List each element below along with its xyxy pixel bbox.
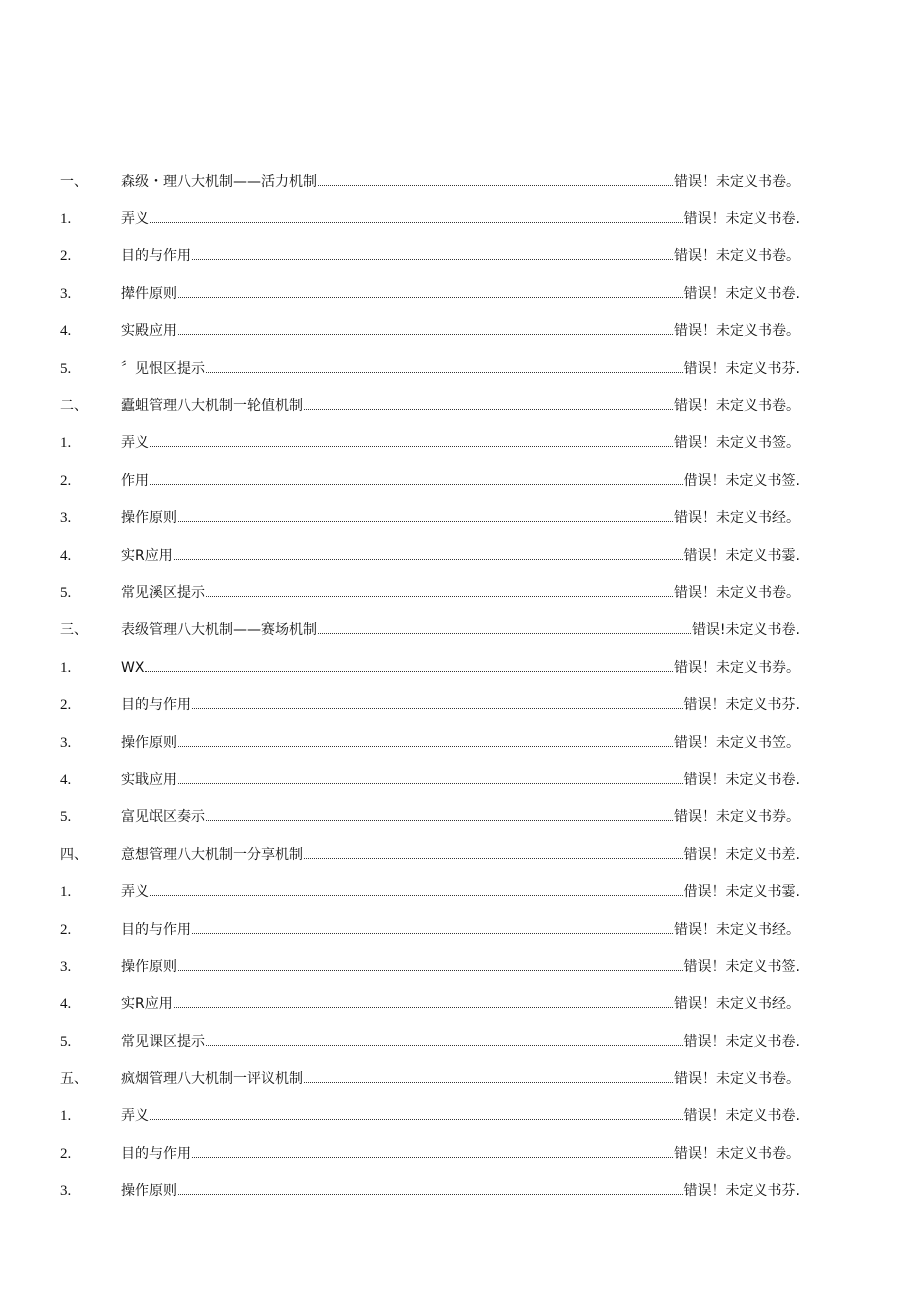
- toc-number: 3.: [60, 734, 72, 751]
- toc-number: 5.: [60, 809, 72, 826]
- toc-entry: [121, 584, 800, 602]
- dot-leader: [178, 746, 673, 747]
- toc-number: 4.: [60, 547, 72, 564]
- toc-item-row[interactable]: [0, 1098, 920, 1135]
- toc-number: 5.: [60, 1033, 72, 1050]
- toc-number: 五、: [60, 1071, 88, 1088]
- toc-entry: [121, 621, 800, 639]
- toc-number: 3.: [60, 1183, 72, 1200]
- toc-number: 5.: [60, 584, 72, 601]
- toc-entry: [121, 397, 800, 415]
- toc-entry: [121, 1182, 800, 1200]
- dot-leader: [318, 185, 673, 186]
- toc-page-ref: 错误！未定义书卷。: [674, 323, 800, 340]
- toc-page-ref: 错误！未定义书经。: [674, 996, 800, 1013]
- toc-entry: [121, 1070, 800, 1088]
- dot-leader: [150, 1119, 683, 1120]
- toc-title[interactable]: 弄义: [121, 435, 149, 452]
- toc-title[interactable]: 实戢应用: [121, 771, 177, 788]
- toc-entry: [121, 360, 800, 378]
- toc-title[interactable]: 目的与作用: [121, 697, 191, 714]
- toc-section-row[interactable]: [0, 1060, 920, 1097]
- toc-number: 一、: [60, 173, 88, 190]
- dot-leader: [304, 409, 673, 410]
- dot-leader: [178, 521, 673, 522]
- dot-leader: [318, 633, 691, 634]
- toc-page-ref: 错误！未定义书霎.: [683, 547, 800, 564]
- toc-title[interactable]: 意想管理八大机制一分享机制: [121, 846, 303, 863]
- toc-item-row[interactable]: [0, 1135, 920, 1172]
- toc-item-row[interactable]: [0, 799, 920, 836]
- toc-title[interactable]: 富见氓区奏示: [121, 809, 205, 826]
- toc-title[interactable]: 撵件原则: [121, 285, 177, 302]
- toc-title[interactable]: 目的与作用: [121, 921, 191, 938]
- toc-page-ref: 错误！未定义书卷。: [674, 398, 800, 415]
- toc-section-row[interactable]: [0, 387, 920, 424]
- toc-number: 4.: [60, 323, 72, 340]
- toc-title[interactable]: 操作原则: [121, 734, 177, 751]
- toc-page-ref: 错误！未定义书卷。: [674, 584, 800, 601]
- toc-number: 2.: [60, 921, 72, 938]
- toc-number: 3.: [60, 510, 72, 527]
- dot-leader: [145, 671, 673, 672]
- toc-title[interactable]: 实R应用: [121, 996, 173, 1013]
- toc-title[interactable]: WX: [121, 659, 145, 676]
- toc-page-ref: 错误！未定义书签。: [674, 435, 800, 452]
- toc-page-ref: 错误！未定义书卷。: [674, 248, 800, 265]
- dot-leader: [192, 708, 683, 709]
- toc-title[interactable]: 〞见恨区提示: [121, 360, 205, 377]
- dot-leader: [174, 559, 683, 560]
- toc-section-row[interactable]: [0, 836, 920, 873]
- toc-entry: [121, 434, 800, 452]
- toc-item-row[interactable]: [0, 574, 920, 611]
- toc-title[interactable]: 作用: [121, 472, 149, 489]
- toc-entry: [121, 1033, 800, 1051]
- toc-number: 1.: [60, 1108, 72, 1125]
- dot-leader: [178, 334, 673, 335]
- toc-entry: [121, 472, 800, 490]
- dot-leader: [150, 895, 683, 896]
- toc-entry: [121, 547, 800, 565]
- toc-item-row[interactable]: [0, 948, 920, 985]
- toc-entry: [121, 1145, 800, 1163]
- toc-title[interactable]: 疯烟管理八大机制一评议机制: [121, 1071, 303, 1088]
- toc-item-row[interactable]: [0, 350, 920, 387]
- toc-title[interactable]: 目的与作用: [121, 248, 191, 265]
- toc-item-row[interactable]: [0, 649, 920, 686]
- toc-entry: [121, 734, 800, 752]
- toc-item-row[interactable]: [0, 873, 920, 910]
- toc-page-ref: 错误!未定义书卷.: [691, 622, 800, 639]
- toc-number: 1.: [60, 435, 72, 452]
- toc-entry: [121, 808, 800, 826]
- dot-leader: [178, 1194, 683, 1195]
- toc-title[interactable]: 蠹蛆管理八大机制一轮值机制: [121, 398, 303, 415]
- toc-page-ref: 错误！未定义书卷。: [674, 1145, 800, 1162]
- toc-page-ref: 错误！未定义书卷.: [683, 211, 800, 228]
- dot-leader: [304, 1082, 673, 1083]
- toc-number: 三、: [60, 622, 88, 639]
- toc-page-ref: 错误！未定义书差.: [683, 846, 800, 863]
- dot-leader: [178, 297, 683, 298]
- toc-item-row[interactable]: [0, 986, 920, 1023]
- toc-title[interactable]: 表级管理八大机制——赛场机制: [121, 622, 317, 639]
- toc-number: 3.: [60, 958, 72, 975]
- dot-leader: [150, 446, 673, 447]
- toc-title[interactable]: 弄义: [121, 884, 149, 901]
- toc-page-ref: 错误！未定义书券。: [674, 809, 800, 826]
- toc-page-ref: 错误！未定义书芬.: [683, 360, 800, 377]
- toc-number: 1.: [60, 211, 72, 228]
- toc-number: 1.: [60, 659, 72, 676]
- toc-entry: [121, 883, 800, 901]
- toc-entry: [121, 696, 800, 714]
- toc-number: 2.: [60, 472, 72, 489]
- toc-entry: [121, 958, 800, 976]
- toc-entry: [121, 1107, 800, 1125]
- toc-number: 2.: [60, 1145, 72, 1162]
- dot-leader: [304, 858, 683, 859]
- toc-page-ref: 错误！未定义书券。: [674, 659, 800, 676]
- toc-item-row[interactable]: [0, 724, 920, 761]
- toc-number: 2.: [60, 697, 72, 714]
- toc-title[interactable]: 森级・理八大机制——活力机制: [121, 173, 317, 190]
- toc-title[interactable]: 实R应用: [121, 547, 173, 564]
- toc-entry: [121, 921, 800, 939]
- toc-page-ref: 错误！未定义书卷。: [674, 173, 800, 190]
- toc-page-ref: 借误！未定义书霎.: [683, 884, 800, 901]
- toc-item-row[interactable]: [0, 686, 920, 723]
- toc-entry: [121, 659, 800, 677]
- toc-item-row[interactable]: [0, 500, 920, 537]
- toc-number: 四、: [60, 846, 88, 863]
- toc-page-ref: 错误！未定义书芬.: [683, 697, 800, 714]
- toc-page-ref: 错误！未定义书经。: [674, 510, 800, 527]
- dot-leader: [206, 1045, 683, 1046]
- toc-page-ref: 错误！未定义书笠。: [674, 734, 800, 751]
- dot-leader: [192, 1157, 673, 1158]
- toc-title[interactable]: 操作原则: [121, 958, 177, 975]
- toc-item-row[interactable]: [0, 1023, 920, 1060]
- toc-item-row[interactable]: [0, 425, 920, 462]
- toc-title[interactable]: 操作原则: [121, 1183, 177, 1200]
- toc-title[interactable]: 目的与作用: [121, 1145, 191, 1162]
- toc-number: 1.: [60, 884, 72, 901]
- table-of-contents: [0, 163, 920, 1210]
- toc-page-ref: 错误！未定义书签.: [683, 958, 800, 975]
- toc-number: 5.: [60, 360, 72, 377]
- toc-page-ref: 错误！未定义书卷.: [683, 285, 800, 302]
- toc-number: 4.: [60, 996, 72, 1013]
- toc-number: 4.: [60, 771, 72, 788]
- toc-entry: [121, 285, 800, 303]
- toc-item-row[interactable]: [0, 238, 920, 275]
- toc-title[interactable]: 常见溪区提示: [121, 584, 205, 601]
- dot-leader: [178, 970, 683, 971]
- toc-item-row[interactable]: [0, 537, 920, 574]
- toc-title[interactable]: 操作原则: [121, 510, 177, 527]
- toc-entry: [121, 771, 800, 789]
- toc-item-row[interactable]: [0, 911, 920, 948]
- toc-entry: [121, 247, 800, 265]
- toc-title[interactable]: 弄义: [121, 211, 149, 228]
- dot-leader: [192, 933, 673, 934]
- toc-page-ref: 错误！未定义书卷.: [683, 1108, 800, 1125]
- toc-entry: [121, 173, 800, 191]
- dot-leader: [178, 783, 683, 784]
- toc-page-ref: 错误！未定义书卷.: [683, 1033, 800, 1050]
- toc-page-ref: 错误！未定义书卷.: [683, 771, 800, 788]
- toc-section-row[interactable]: [0, 612, 920, 649]
- toc-title[interactable]: 实殿应用: [121, 323, 177, 340]
- toc-item-row[interactable]: [0, 200, 920, 237]
- dot-leader: [206, 372, 683, 373]
- toc-item-row[interactable]: [0, 275, 920, 312]
- toc-entry: [121, 210, 800, 228]
- toc-title[interactable]: 常见课区提示: [121, 1033, 205, 1050]
- toc-item-row[interactable]: [0, 1173, 920, 1210]
- toc-entry: [121, 322, 800, 340]
- toc-number: 二、: [60, 398, 88, 415]
- toc-item-row[interactable]: [0, 313, 920, 350]
- toc-page-ref: 借误！未定义书签.: [683, 472, 800, 489]
- toc-page-ref: 错误！未定义书经。: [674, 921, 800, 938]
- toc-entry: [121, 995, 800, 1013]
- toc-number: 2.: [60, 248, 72, 265]
- toc-page-ref: 错误！未定义书卷。: [674, 1071, 800, 1088]
- toc-title[interactable]: 弄义: [121, 1108, 149, 1125]
- toc-entry: [121, 509, 800, 527]
- dot-leader: [192, 259, 673, 260]
- dot-leader: [174, 1007, 673, 1008]
- dot-leader: [150, 222, 683, 223]
- toc-entry: [121, 846, 800, 864]
- toc-item-row[interactable]: [0, 462, 920, 499]
- dot-leader: [150, 484, 683, 485]
- dot-leader: [206, 596, 673, 597]
- toc-section-row[interactable]: [0, 163, 920, 200]
- toc-page-ref: 错误！未定义书芬.: [683, 1183, 800, 1200]
- dot-leader: [206, 820, 673, 821]
- toc-item-row[interactable]: [0, 761, 920, 798]
- toc-number: 3.: [60, 285, 72, 302]
